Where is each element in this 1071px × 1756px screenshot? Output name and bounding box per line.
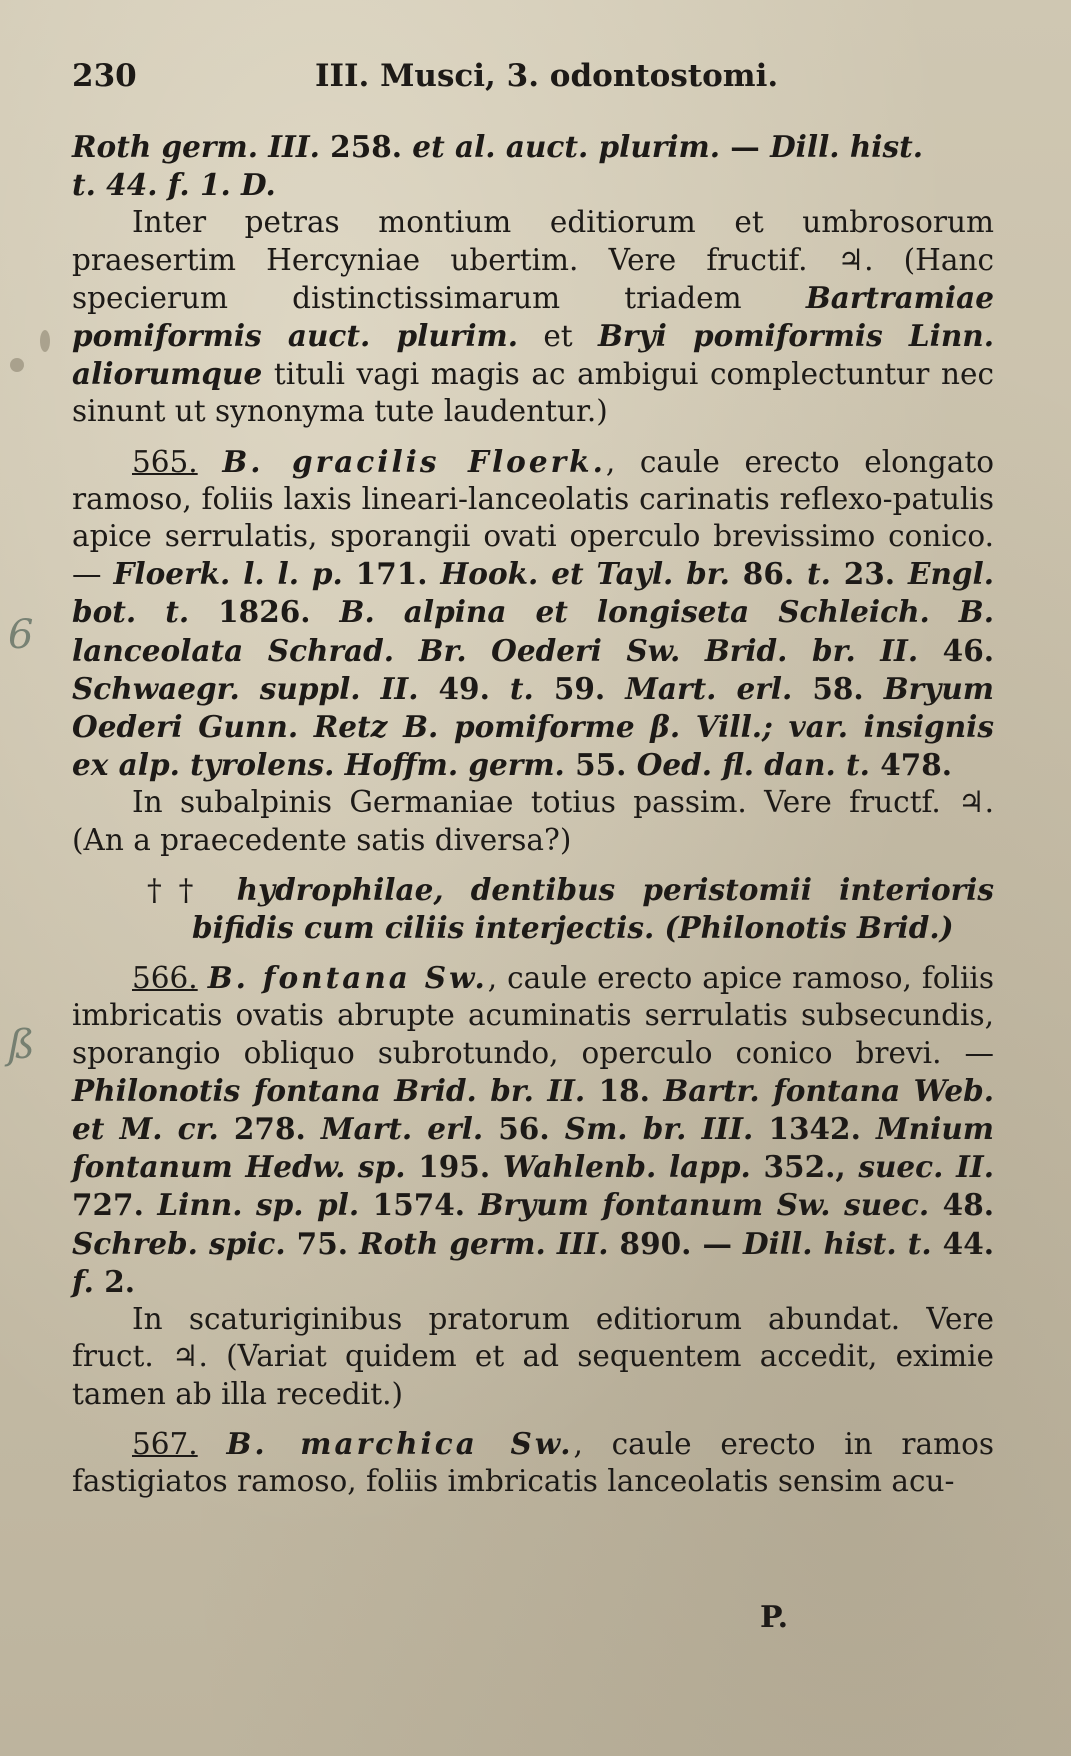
page-header: [72, 58, 991, 108]
paper-stain: [40, 330, 50, 352]
running-title: III. Musci, 3. odontostomi.: [315, 58, 779, 94]
species-name: B. marchica Sw.: [226, 1425, 574, 1461]
margin-mark-6: 6: [8, 612, 34, 658]
margin-mark-beta: ß: [8, 1022, 35, 1068]
species-number: 566.: [132, 961, 198, 996]
species-565: 565. B. gracilis Floerk., caule erecto elongato ramoso, foliis laxis lineari-lanceolatis carinatis reflexo-patulis apice serrulatis, sporangii ovati operculo brevissimo conico. — Floerk. l. l. p. 171. Hook. et Tayl. br. 86. t. 23. Engl. bot. t. 1826. B. alpina et longiseta Schleich. B. lanceolata Schrad. Br. Oederi Sw. Brid. br. II. 46. Schwaegr. suppl. II. 49. t. 59. Mart. erl. 58. Bryum Oederi Gunn. Retz B. pomiforme β. Vill.; var. insignis ex alp. tyrolens. Hoffm. germ. 55. Oed. fl. dan. t. 478.: [72, 443, 995, 783]
species-name: B. gracilis Floerk.: [222, 443, 606, 479]
species-number: 567.: [132, 1426, 198, 1461]
habitat-note: Inter petras montium editiorum et umbrosorum praesertim Hercyniae ubertim. Vere fructif. ♃. (Hanc specierum distinctissimarum triadem Bartramiae pomiformis auct. plurim. et Bryi pomiformis Linn. aliorumque tituli vagi magis ac ambigui complectuntur nec sinunt ut synonyma tute laudentur.): [72, 205, 995, 429]
species-566-habitat: In scaturiginibus pratorum editiorum abundat. Vere fruct. ♃. (Variat quidem et ad sequentem accedit, eximie tamen ab illa recedit.): [72, 1302, 994, 1411]
paper-stain: [10, 358, 24, 372]
species-566: 566. B. fontana Sw., caule erecto apice ramoso, foliis imbricatis ovatis abrupte acuminatis serrulatis subsecundis, sporangio obliquo subrotundo, operculo conico brevi. — Philonotis fontana Brid. br. II. 18. Bartr. fontana Web. et M. cr. 278. Mart. erl. 56. Sm. br. III. 1342. Mnium fontanum Hedw. sp. 195. Wahlenb. lapp. 352., suec. II. 727. Linn. sp. pl. 1574. Bryum fontanum Sw. suec. 48. Schreb. spic. 75. Roth germ. III. 890. — Dill. hist. t. 44. f. 2.: [72, 960, 995, 1299]
page-body: [72, 128, 994, 1500]
species-565-habitat: In subalpinis Germaniae totius passim. Vere fructf. ♃. (An a praecedente satis diversa?): [72, 785, 994, 857]
signature-mark: P.: [760, 1600, 789, 1635]
species-567: 567. B. marchica Sw., caule erecto in ramos fastigiatos ramoso, foliis imbricatis lanceolatis sensim acu-: [72, 1425, 994, 1498]
species-number: 565.: [132, 444, 198, 479]
species-name: B. fontana Sw.: [207, 960, 488, 996]
reference-continuation: Roth germ. III. 258. et al. auct. plurim. — Dill. hist. t. 44. f. 1. D.: [72, 129, 923, 203]
page-number: 230: [72, 58, 137, 94]
subsection-heading: †† hydrophilae, dentibus peristomii interioris bifidis cum ciliis interjectis. (Philonotis Brid.): [147, 871, 994, 946]
